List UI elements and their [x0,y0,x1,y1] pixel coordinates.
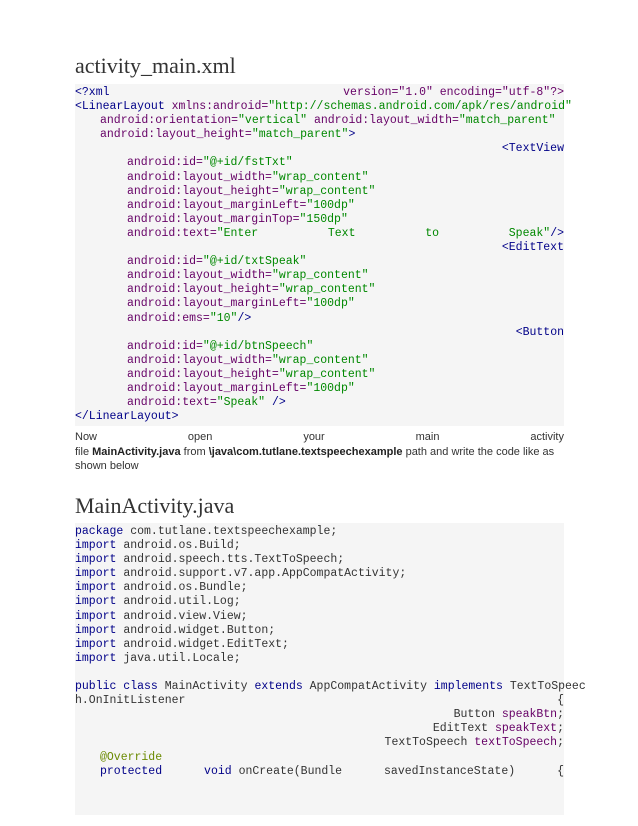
code-token: "100dp" [306,381,355,395]
code-line [75,694,564,708]
paragraph-line-3: shown below [75,460,139,472]
code-token: import [75,637,124,651]
code-line [75,539,564,553]
heading-main-activity-java: MainActivity.java [75,493,235,518]
code-line [75,638,564,652]
code-line [75,736,564,750]
code-token: xmlns:android= [171,100,269,114]
code-token: onCreate(Bundle [238,764,343,778]
code-token: android:orientation= [100,114,239,128]
code-line [75,581,564,595]
code-line [75,227,564,241]
code-line [75,114,564,128]
code-line [75,624,564,638]
code-line [75,666,564,680]
code-token-group [384,765,515,779]
code-line [75,269,564,283]
code-line [75,213,564,227]
code-token: "vertical" [238,114,314,128]
code-token: <?xml [75,86,110,99]
code-line [75,171,564,185]
path-bold: \java\com.tutlane.textspeechexample [208,445,403,458]
code-line [75,312,564,326]
code-token: android.speech.tts.TextToSpeech; [123,553,345,567]
code-token: "100dp" [306,297,355,311]
code-line [75,368,564,382]
file-name-bold: MainActivity.java [92,445,181,458]
code-token: android:layout_width= [127,170,272,184]
code-token: h.OnInitListener [75,694,186,708]
code-token: ; [557,736,564,750]
code-token: { [557,694,564,708]
code-token: /> [550,226,564,240]
code-token: ; [557,708,564,722]
code-line [75,610,564,624]
code-token: ; [557,722,564,736]
paragraph-word: your [303,431,325,443]
code-token: TextToSpeech [384,736,475,750]
code-token: extends [254,680,310,694]
code-line [75,567,564,581]
code-token: EditText [432,722,495,736]
code-line [75,185,564,199]
code-line [75,283,564,297]
code-token: Text [327,226,356,240]
xml-code-block [75,84,572,426]
code-token [75,666,82,679]
code-token: "wrap_content" [278,184,376,198]
code-token: speakText [494,722,558,736]
code-token: import [75,609,124,623]
code-line [75,297,564,311]
code-line [75,722,564,736]
code-token: java.util.Locale; [123,651,241,665]
code-token: android:text= [127,396,217,410]
paragraph-line-1 [75,430,564,445]
code-line [75,100,572,114]
code-token: "wrap_content" [271,170,369,184]
code-token-group [328,227,356,241]
code-token: @Override [100,750,163,764]
code-token: implements [433,680,510,694]
code-token: "wrap_content" [278,367,376,381]
code-token: "http://schemas.android.com/apk/res/android" [268,100,572,114]
code-token: android:layout_marginLeft= [127,381,307,395]
code-line [75,199,564,213]
paragraph-word: main [415,431,440,443]
code-line [75,340,564,354]
code-line [75,652,564,666]
code-line [75,680,586,694]
code-token: Button [453,708,502,722]
code-token-group [100,765,162,779]
code-token-group [509,227,564,241]
code-token: android:id= [127,339,203,353]
code-token: > [348,128,356,142]
code-line [75,525,564,539]
code-token: import [75,567,124,581]
code-line [75,326,564,340]
code-line [75,354,564,368]
paragraph-text: path and write the code like as [402,445,555,458]
code-token: </LinearLayout> [75,410,179,424]
code-token: android.util.Log; [123,595,241,609]
code-token: android:text= [127,226,217,240]
code-token: <EditText [501,241,564,255]
code-line [75,142,564,156]
code-token: "150dp" [299,212,348,226]
code-line [75,382,564,396]
paragraph-text: from [180,445,209,458]
paragraph-word: Now [75,431,98,443]
paragraph-word: activity [530,431,564,443]
code-line [75,708,564,722]
code-token: android:layout_width= [313,114,459,128]
code-token: android:id= [127,156,203,170]
code-token: public class [75,680,165,694]
code-token: "wrap_content" [278,283,376,297]
code-token: android.os.Build; [123,539,241,553]
code-token: "10" [209,311,238,325]
code-line [75,765,564,779]
code-token: android.os.Bundle; [123,581,248,595]
code-token: speakBtn [501,708,558,722]
code-token: import [75,553,124,567]
code-token: "@+id/txtSpeak" [202,255,307,269]
code-token: MainActivity [164,680,255,694]
instruction-paragraph [75,430,564,474]
code-token: version="1.0" encoding="utf-8"?> [343,86,564,99]
code-token: to [425,226,440,240]
code-line [75,595,564,609]
code-token: textToSpeech [474,736,558,750]
code-token: android.view.View; [123,609,248,623]
code-token: android.widget.EditText; [123,637,289,651]
heading-activity-main-xml: activity_main.xml [75,53,236,78]
code-token: import [75,539,124,553]
code-token: package [75,525,131,538]
code-token: savedInstanceState) [384,764,516,778]
code-line [75,86,564,100]
code-token-group [127,227,258,241]
code-token: AppCompatActivity [309,680,434,694]
code-token: void [204,764,239,778]
code-token: "Enter [216,226,259,240]
code-token: <LinearLayout [75,100,172,114]
code-token: "match_parent" [458,114,556,128]
code-token: android:layout_height= [100,128,252,142]
code-token: "100dp" [306,198,355,212]
code-line [75,410,564,424]
code-token: android:layout_marginLeft= [127,297,307,311]
code-line [75,553,564,567]
code-token: TextToSpeec [509,680,586,694]
code-token: import [75,623,124,637]
code-token-group [425,227,439,241]
code-token: android:layout_width= [127,269,272,283]
code-token: android.support.v7.app.AppCompatActivity; [123,567,407,581]
paragraph-line-2 [75,445,564,460]
code-token: android:layout_marginLeft= [127,198,307,212]
code-line [75,751,564,765]
code-token: import [75,595,124,609]
java-code-block [75,523,586,815]
code-token: <TextView [501,142,564,156]
code-line [75,128,564,142]
code-token: android:layout_height= [127,367,279,381]
code-token: "@+id/fstTxt" [202,156,293,170]
code-token: "@+id/btnSpeech" [202,339,314,353]
paragraph-text: file [75,445,93,458]
code-token: "wrap_content" [271,269,369,283]
code-line [75,255,564,269]
code-token: android:id= [127,255,203,269]
code-token: Speak" [508,226,551,240]
code-token: import [75,651,124,665]
code-token: android:layout_height= [127,184,279,198]
code-token: { [557,764,564,778]
code-token: android:layout_height= [127,283,279,297]
code-token: "wrap_content" [271,353,369,367]
code-token: com.tutlane.textspeechexample; [130,525,338,538]
code-token-group [204,765,342,779]
code-token: /> [237,311,252,325]
code-token: "Speak" [216,396,272,410]
code-line [75,241,564,255]
code-token: <Button [515,325,564,339]
code-token: "match_parent" [251,128,349,142]
code-token: import [75,581,124,595]
paragraph-word: open [187,431,213,443]
code-token: protected [100,764,163,778]
code-token: android.widget.Button; [123,623,276,637]
code-token: android:layout_width= [127,353,272,367]
code-token: android:ems= [127,311,210,325]
code-line [75,396,564,410]
code-token-group [557,765,564,779]
code-token: android:layout_marginTop= [127,212,300,226]
code-token: /> [271,396,286,410]
code-line [75,156,564,170]
